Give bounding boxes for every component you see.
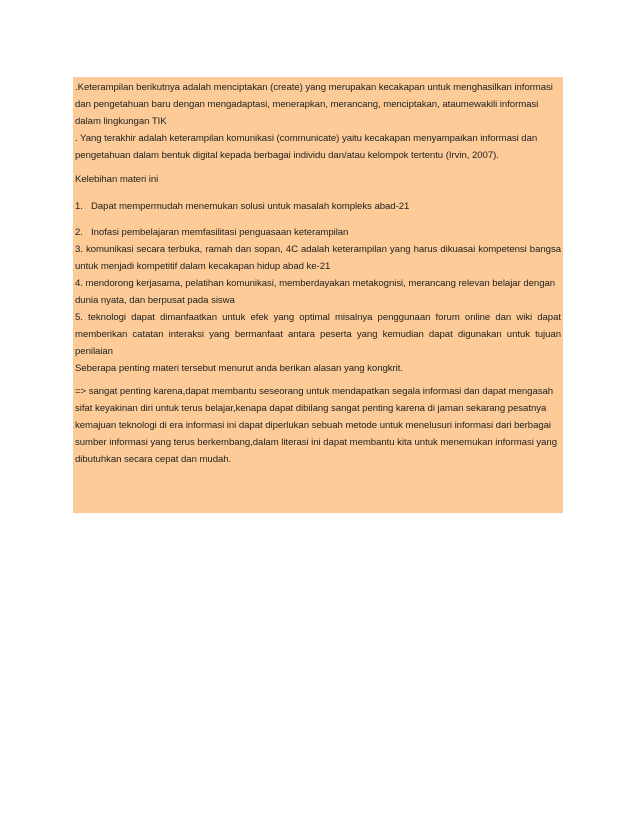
answer-text: => sangat penting karena,dapat membantu seseorang untuk mendapatkan segala informasi dan dapat mengasah sifat keyakinan diri untuk terus belajar,kenapa dapat dibilang sangat penting karena di jaman sekarang pesatnya kemajuan teknologi di era informasi ini dapat diperlukan sebuah metode untuk menelusuri informasi dari berbagai sumber informasi yang terus berkembang,dalam literasi ini dapat membantu kita untuk menemukan informasi yang dibutuhkan secara cepat dan mudah.: [75, 386, 557, 465]
list-item-number: 1.: [75, 201, 83, 212]
list-item-text: Inofasi pembelajaran memfasilitasi penguasaan keterampilan: [91, 227, 349, 238]
paragraph-communicate-skill: . Yang terakhir adalah keterampilan komunikasi (communicate) yaitu kecakapan menyampaikan informasi dan pengetahuan dalam bentuk digital kepada berbagai individu dan/atau kelompok tertentu (Irvin, 2007).: [75, 133, 538, 161]
list-item-number: 2.: [75, 227, 83, 238]
list-item: 5. teknologi dapat dimanfaatkan untuk efek yang optimal misalnya penggunaan forum online dan wiki dapat memberikan catatan interaksi yang bermanfaat antara peserta yang kemudian dapat digunakan untuk tujuan penilaian: [75, 312, 561, 357]
section-heading: Kelebihan materi ini: [75, 174, 159, 185]
document-body: [75, 79, 561, 468]
list-item: 3. komunikasi secara terbuka, ramah dan sopan, 4C adalah keterampilan yang harus dikuasai kompetensi bangsa untuk menjadi kompetitif dalam kecakapan hidup abad ke-21: [75, 244, 561, 272]
list-item-text: Dapat mempermudah menemukan solusi untuk masalah kompleks abad-21: [91, 201, 410, 212]
question-text: Seberapa penting materi tersebut menurut anda berikan alasan yang kongkrit.: [75, 363, 403, 374]
list-item: [75, 224, 561, 241]
paragraph-create-skill: .Keterampilan berikutnya adalah menciptakan (create) yang merupakan kecakapan untuk menghasilkan informasi dan pengetahuan baru dengan mengadaptasi, menerapkan, merancang, menciptakan, ataumewakili informasi dalam lingkungan TIK: [75, 82, 553, 127]
list-item: 4. mendorong kerjasama, pelatihan komunikasi, memberdayakan metakognisi, merancang relevan belajar dengan dunia nyata, dan berpusat pada siswa: [75, 278, 556, 306]
list-item: [75, 198, 561, 215]
